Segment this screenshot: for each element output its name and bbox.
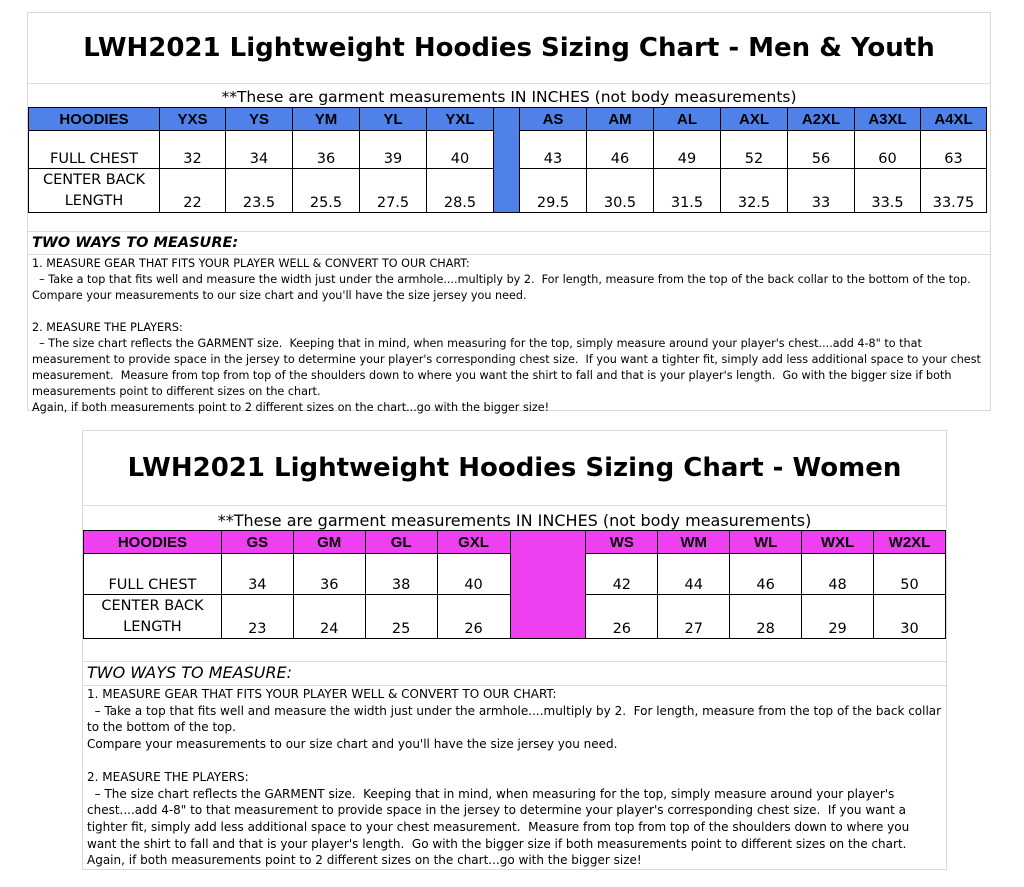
size-header: A3XL: [855, 108, 921, 131]
table-cell: 33.5: [855, 169, 921, 213]
row-label-line: LENGTH: [123, 618, 182, 635]
women-sizing-sheet: [82, 430, 947, 870]
size-header: WS: [586, 531, 658, 554]
table-cell: 27: [658, 595, 730, 639]
size-header: YXL: [427, 108, 494, 131]
table-cell: 36: [293, 131, 360, 169]
row-label: [84, 595, 222, 639]
table-cell: 38: [365, 554, 437, 595]
table-cell: 46: [730, 554, 802, 595]
table-cell: 50: [874, 554, 946, 595]
table-cell: 29.5: [520, 169, 587, 213]
step1-title: 1. MEASURE GEAR THAT FITS YOUR PLAYER WELL & CONVERT TO OUR CHART:: [32, 257, 470, 270]
table-cell: 46: [587, 131, 654, 169]
step2-title: 2. MEASURE THE PLAYERS:: [32, 321, 183, 334]
women-chart-title: LWH2021 Lightweight Hoodies Sizing Chart - Women: [127, 453, 902, 483]
size-header: YL: [360, 108, 427, 131]
size-header: AS: [520, 108, 587, 131]
divider: [83, 661, 946, 662]
row-label: FULL CHEST: [29, 131, 160, 169]
divider: [28, 231, 990, 232]
table-cell: 34: [226, 131, 293, 169]
size-header: AXL: [721, 108, 788, 131]
table-cell: 60: [855, 131, 921, 169]
column-gap: [510, 531, 586, 639]
table-cell: 42: [586, 554, 658, 595]
table-cell: 22: [160, 169, 226, 213]
table-cell: 26: [437, 595, 510, 639]
size-header: YS: [226, 108, 293, 131]
table-cell: 39: [360, 131, 427, 169]
size-header: A4XL: [921, 108, 987, 131]
spacer: [87, 753, 942, 769]
men-header-row: [29, 108, 987, 131]
step1-text: – Take a top that fits well and measure the width just under the armhole....multiply by 2. For length, measure from the top of the back collar to the bottom of the top.: [87, 703, 945, 735]
table-cell: 28: [730, 595, 802, 639]
header-label: HOODIES: [29, 108, 160, 131]
size-header: WL: [730, 531, 802, 554]
size-header: GL: [365, 531, 437, 554]
table-cell: 34: [221, 554, 293, 595]
table-cell: 40: [427, 131, 494, 169]
row-label: FULL CHEST: [84, 554, 222, 595]
table-cell: 49: [654, 131, 721, 169]
table-cell: 30: [874, 595, 946, 639]
table-cell: 32.5: [721, 169, 788, 213]
table-cell: 30.5: [587, 169, 654, 213]
row-label: [29, 169, 160, 213]
table-cell: 26: [586, 595, 658, 639]
women-size-table: [83, 530, 946, 639]
step2-again: Again, if both measurements point to 2 different sizes on the chart...go with the bigger size!: [87, 853, 642, 868]
size-header: YXS: [160, 108, 226, 131]
step2-text: – The size chart reflects the GARMENT size. Keeping that in mind, when measuring for the top, simply measure around your player's chest....add 4-8" to that measurement to provide space in the jersey to determine your player's corresponding chest size. If you want a tighter fit, simply add less additional space to your chest measurement. Measure from top from top of the shoulders down to where you want the shirt to fall and that is your player's length. Go with the bigger size if both measurements point to different sizes on the chart.: [87, 786, 914, 851]
step1-text: – Take a top that fits well and measure the width just under the armhole....multiply by 2. For length, measure from the top of the back collar to the bottom of the top.: [32, 273, 971, 286]
row-label-line: CENTER BACK: [101, 597, 204, 614]
row-label-line: LENGTH: [64, 192, 124, 209]
size-header: YM: [293, 108, 360, 131]
table-cell: 36: [293, 554, 365, 595]
men-chart-title: LWH2021 Lightweight Hoodies Sizing Chart - Men & Youth: [83, 33, 935, 63]
men-measurement-note: **These are garment measurements IN INCHES (not body measurements): [221, 88, 797, 106]
size-header: GM: [293, 531, 365, 554]
table-cell: 56: [788, 131, 855, 169]
men-youth-sizing-sheet: [27, 12, 991, 414]
size-header: A2XL: [788, 108, 855, 131]
row-label-line: CENTER BACK: [42, 171, 146, 188]
measure-heading: TWO WAYS TO MEASURE:: [32, 235, 239, 251]
size-header: AM: [587, 108, 654, 131]
size-header: WM: [658, 531, 730, 554]
table-cell: 28.5: [427, 169, 494, 213]
table-cell: 33.75: [921, 169, 987, 213]
size-header: WXL: [802, 531, 874, 554]
table-cell: 32: [160, 131, 226, 169]
step1-compare: Compare your measurements to our size chart and you'll have the size jersey you need.: [87, 737, 618, 752]
men-measure-instructions: [32, 234, 986, 416]
step1-title: 1. MEASURE GEAR THAT FITS YOUR PLAYER WELL & CONVERT TO OUR CHART:: [87, 687, 557, 701]
spacer: [32, 304, 986, 320]
table-cell: 24: [293, 595, 365, 639]
divider: [83, 505, 946, 506]
measure-heading: TWO WAYS TO MEASURE:: [87, 663, 293, 682]
table-cell: 52: [721, 131, 788, 169]
column-gap: [494, 108, 520, 213]
women-header-row: [84, 531, 946, 554]
table-cell: 44: [658, 554, 730, 595]
table-cell: 48: [802, 554, 874, 595]
women-measure-instructions: [87, 663, 945, 869]
table-cell: 63: [921, 131, 987, 169]
table-cell: 25: [365, 595, 437, 639]
women-measurement-note: **These are garment measurements IN INCHES (not body measurements): [217, 511, 812, 530]
size-header: GS: [221, 531, 293, 554]
step2-text: – The size chart reflects the GARMENT size. Keeping that in mind, when measuring for the top, simply measure around your player's chest....add 4-8" to that measurement to provide space in the jersey to determine your player's corresponding chest size. If you want a tighter fit, simply add less additional space to your chest measurement. Measure from top from top of the shoulders down to where you want the shirt to fall and that is your player's length. Go with the bigger size if both measurements point to different sizes on the chart.: [32, 337, 985, 398]
header-label: HOODIES: [84, 531, 222, 554]
table-cell: 40: [437, 554, 510, 595]
step1-compare: Compare your measurements to our size chart and you'll have the size jersey you need.: [32, 289, 527, 302]
men-size-table: [28, 107, 987, 213]
table-cell: 31.5: [654, 169, 721, 213]
step2-again: Again, if both measurements point to 2 different sizes on the chart...go with the bigger size!: [32, 401, 550, 414]
table-cell: 23.5: [226, 169, 293, 213]
step2-title: 2. MEASURE THE PLAYERS:: [87, 769, 249, 784]
table-cell: 29: [802, 595, 874, 639]
table-cell: 27.5: [360, 169, 427, 213]
size-header: W2XL: [874, 531, 946, 554]
divider: [28, 83, 990, 84]
table-cell: 23: [221, 595, 293, 639]
table-cell: 33: [788, 169, 855, 213]
size-header: GXL: [437, 531, 510, 554]
table-cell: 25.5: [293, 169, 360, 213]
size-header: AL: [654, 108, 721, 131]
table-cell: 43: [520, 131, 587, 169]
